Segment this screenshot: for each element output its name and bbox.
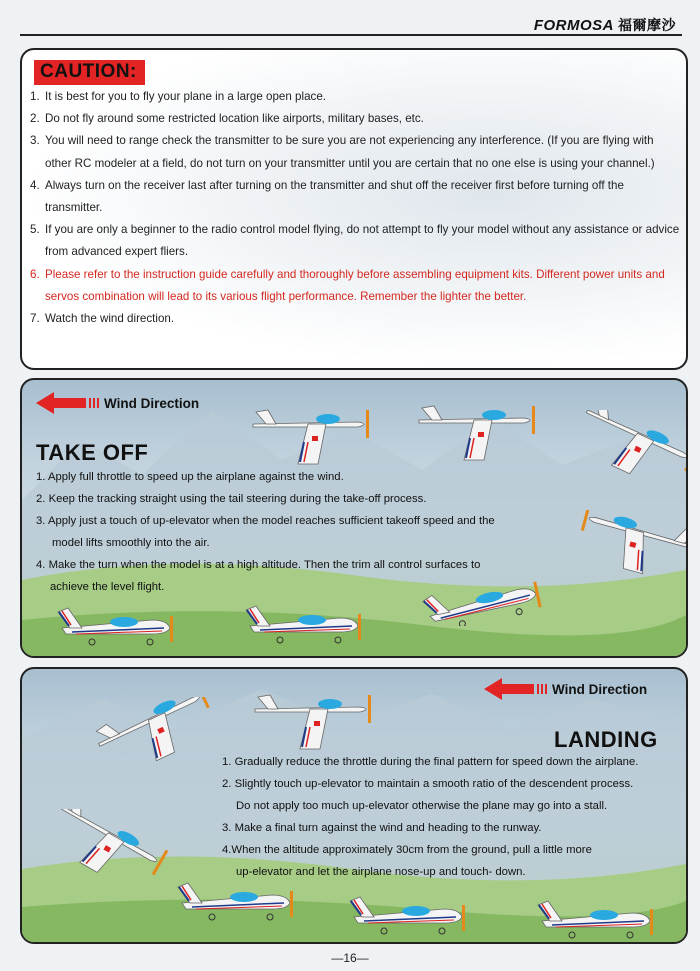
landing-step: 2. Slightly touch up-elevator to maintain a smooth ratio of the descendent process. Do not apply too much up-elevator otherwise the plane may go into a stall. — [222, 778, 634, 812]
caution-badge: CAUTION: — [34, 60, 145, 85]
wind-arrow-icon — [36, 392, 100, 414]
brand-name: FORMOSA — [533, 17, 614, 34]
brand-name-chinese: 福爾摩沙 — [618, 17, 676, 33]
page-header — [20, 8, 682, 36]
landing-step: 4.When the altitude approximately 30cm from the ground, pull a little more up-elevator and let the airplane nose-up and touch- down. — [222, 844, 592, 878]
wind-arrow-icon — [484, 678, 548, 700]
plane-illustration — [42, 809, 182, 889]
plane-illustration — [570, 510, 688, 580]
plane-illustration — [94, 697, 224, 767]
plane-illustration — [240, 596, 365, 646]
wind-direction-label: Wind Direction — [552, 681, 648, 697]
wind-direction-indicator — [484, 678, 647, 700]
page-number: —16— — [331, 951, 369, 965]
plane-illustration — [250, 687, 380, 757]
caution-item: 4. Always turn on the receiver last after turning on the transmitter and shut off the receiver first before turning off the transmitter. — [30, 178, 624, 215]
plane-illustration — [532, 891, 657, 941]
plane-illustration — [248, 402, 378, 472]
caution-item: 3. You will need to range check the transmitter to be sure you are not experiencing any interference. (If you are flying with other RC modeler at a field, do not turn on your transmitter until you are certain that no one else is using your channel.) — [30, 134, 655, 170]
takeoff-step: 4. Make the turn when the model is at a high altitude. Then the trim all control surfaces to achieve the level flight. — [36, 559, 481, 593]
plane-illustration — [344, 887, 469, 937]
caution-item-highlight: 6. Please refer to the instruction guide carefully and thoroughly before assembling equipment kits. Different power units and servos combination will lead to its various flight performance. Remember the lighter the better. — [30, 267, 665, 303]
caution-item: 5. If you are only a beginner to the radio control model flying, do not attempt to fly your model without any assistance or advice from advanced expert fliers. — [30, 223, 680, 259]
wind-direction-indicator — [36, 392, 199, 414]
landing-step: 1. Gradually reduce the throttle during the final pattern for speed down the airplane. — [222, 756, 639, 768]
plane-illustration — [572, 410, 688, 480]
landing-title: LANDING — [554, 727, 658, 752]
caution-panel — [20, 48, 688, 370]
caution-list — [30, 86, 680, 330]
takeoff-title: TAKE OFF — [36, 440, 149, 465]
caution-item: 1. It is best for you to fly your plane in a large open place. — [30, 90, 326, 103]
takeoff-steps — [36, 466, 556, 598]
caution-item: 2. Do not fly around some restricted location like airports, military bases, etc. — [30, 112, 424, 126]
wind-direction-label: Wind Direction — [104, 395, 200, 411]
caution-item: 7. Watch the wind direction. — [30, 312, 175, 326]
takeoff-step: 2. Keep the tracking straight using the tail steering during the take-off process. — [36, 493, 427, 505]
landing-panel — [20, 667, 688, 944]
takeoff-panel — [20, 378, 688, 658]
plane-illustration — [414, 398, 544, 468]
landing-steps — [222, 751, 682, 883]
plane-illustration — [52, 598, 177, 648]
takeoff-step: 1. Apply full throttle to speed up the airplane against the wind. — [36, 471, 344, 483]
brand-logo — [534, 15, 676, 35]
takeoff-step: 3. Apply just a touch of up-elevator when the model reaches sufficient takeoff speed and the model lifts smoothly into the air. — [36, 515, 495, 549]
landing-step: 3. Make a final turn against the wind and heading to the runway. — [222, 822, 542, 834]
